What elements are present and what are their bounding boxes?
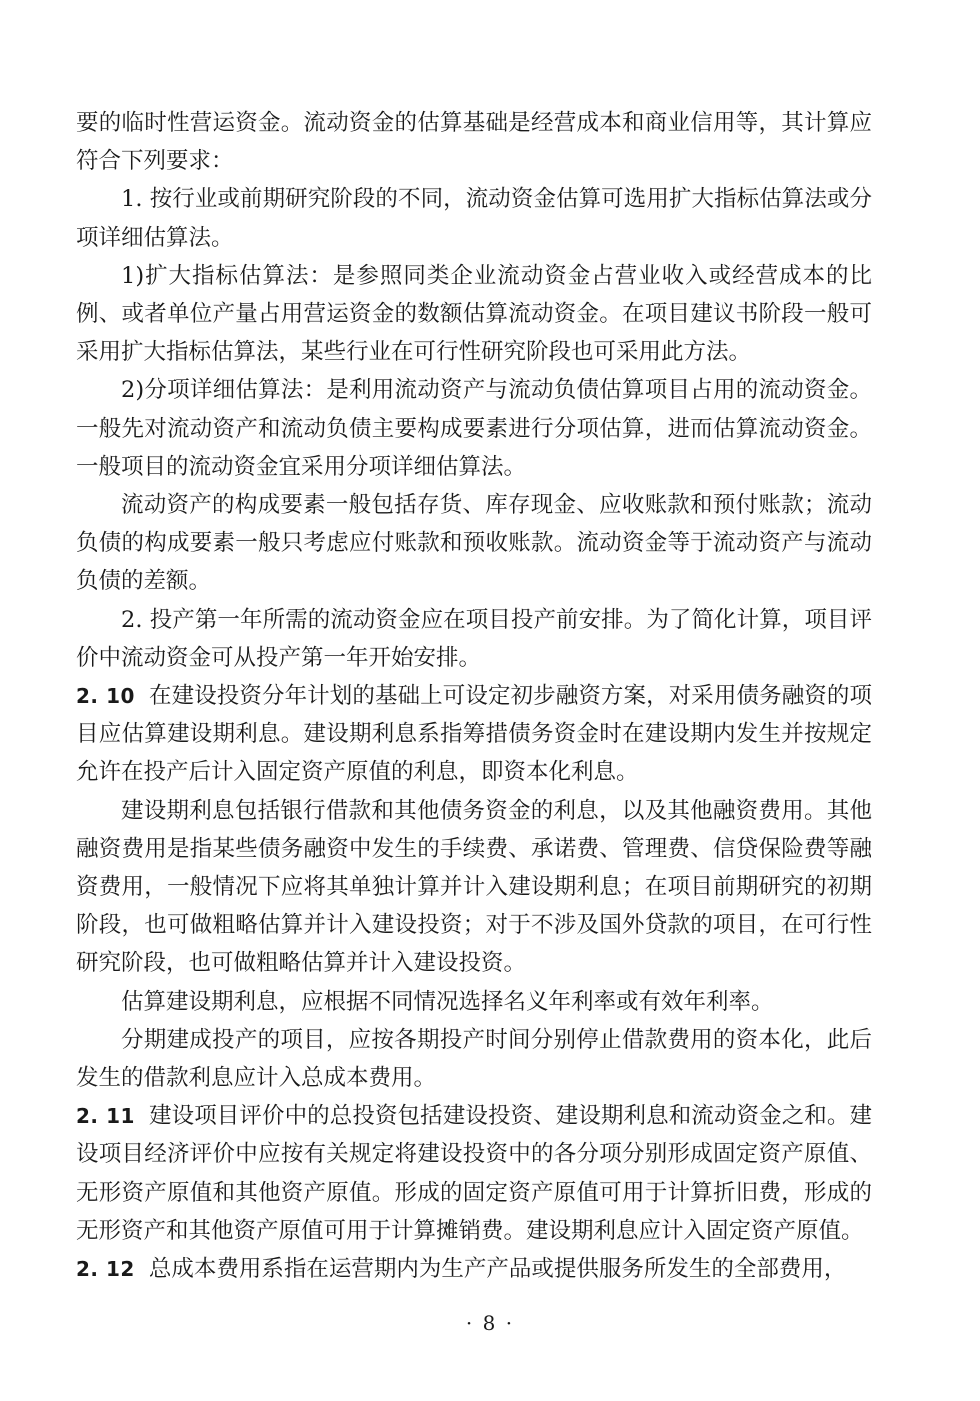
paragraph-text: 分期建成投产的项目，应按各期投产时间分别停止借款费用的资本化，此后发生的借款利息应计入总成本费用。 <box>76 1026 872 1092</box>
paragraph-3 <box>76 371 872 486</box>
paragraph-2 <box>76 257 872 372</box>
clause-number: 2. 12 <box>76 1257 135 1282</box>
paragraph-text: 1)扩大指标估算法：是参照同类企业流动资金占营业收入或经营成本的比例、或者单位产量占用营运资金的数额估算流动资金。在项目建议书阶段一般可采用扩大指标估算法，某些行业在可行性研究阶段也可采用此方法。 <box>76 262 872 366</box>
clause-2-12 <box>76 1250 872 1288</box>
paragraph-text: 建设期利息包括银行借款和其他债务资金的利息，以及其他融资费用。其他融资费用是指某些债务融资中发生的手续费、承诺费、管理费、信贷保险费等融资费用，一般情况下应将其单独计算并计入建设期利息；在项目前期研究的初期阶段，也可做粗略估算并计入建设投资；对于不涉及国外贷款的项目，在可行性研究阶段，也可做粗略估算并计入建设投资。 <box>76 797 872 977</box>
paragraph-text: 流动资产的构成要素一般包括存货、库存现金、应收账款和预付账款；流动负债的构成要素一般只考虑应付账款和预收账款。流动资金等于流动资产与流动负债的差额。 <box>76 492 872 595</box>
paragraph-text: 要的临时性营运资金。流动资金的估算基础是经营成本和商业信用等，其计算应符合下列要求： <box>76 110 872 175</box>
clause-2-11 <box>76 1097 872 1250</box>
paragraph-text: 估算建设期利息，应根据不同情况选择名义年利率或有效年利率。 <box>121 988 774 1015</box>
paragraph-text: 建设项目评价中的总投资包括建设投资、建设期利息和流动资金之和。建设项目经济评价中应按有关规定将建设投资中的各分项分别形成固定资产原值、无形资产原值和其他资产原值。形成的固定资产原值可用于计算折旧费，形成的无形资产和其他资产原值可用于计算摊销费。建设期利息应计入固定资产原值。 <box>76 1103 872 1244</box>
paragraph-1 <box>76 180 872 256</box>
paragraph-text: 1. 按行业或前期研究阶段的不同，流动资金估算可选用扩大指标估算法或分项详细估算法。 <box>76 186 872 251</box>
page-number: · 8 · <box>465 1311 515 1335</box>
document-body <box>76 104 872 1288</box>
paragraph-4 <box>76 486 872 601</box>
paragraph-0 <box>76 104 872 180</box>
paragraph-5 <box>76 601 872 677</box>
paragraph-text: 2)分项详细估算法：是利用流动资产与流动负债估算项目占用的流动资金。一般先对流动资产和流动负债主要构成要素进行分项估算，进而估算流动资金。一般项目的流动资金宜采用分项详细估算法。 <box>76 377 872 480</box>
paragraph-7 <box>76 792 872 983</box>
paragraph-9 <box>76 1021 872 1097</box>
paragraph-text: 总成本费用系指在运营期内为生产产品或提供服务所发生的全部费用， <box>148 1256 847 1283</box>
clause-number: 2. 10 <box>76 684 135 709</box>
clause-2-10 <box>76 677 872 792</box>
paragraph-text: 2. 投产第一年所需的流动资金应在项目投产前安排。为了简化计算，项目评价中流动资金可从投产第一年开始安排。 <box>76 606 872 671</box>
clause-number: 2. 11 <box>76 1104 135 1129</box>
paragraph-text: 在建设投资分年计划的基础上可设定初步融资方案，对采用债务融资的项目应估算建设期利息。建设期利息系指筹措债务资金时在建设期内发生并按规定允许在投产后计入固定资产原值的利息，即资本化利息。 <box>76 683 872 786</box>
paragraph-8 <box>76 983 872 1021</box>
